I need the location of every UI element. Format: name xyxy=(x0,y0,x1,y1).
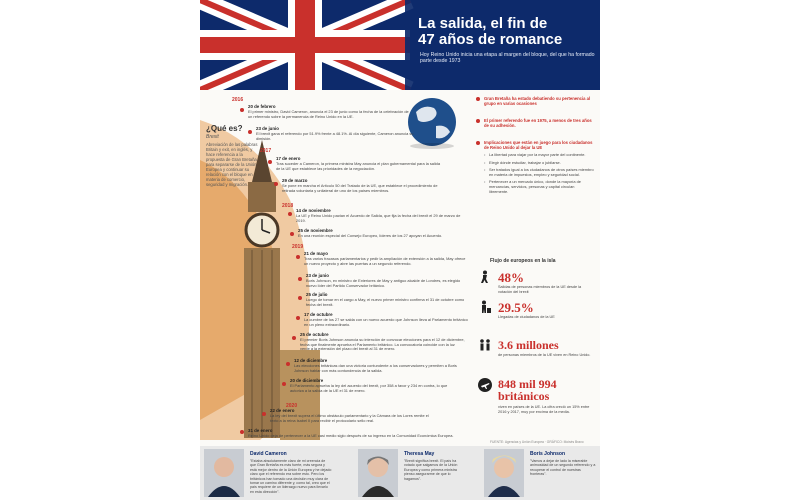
timeline-dot xyxy=(288,212,292,216)
timeline-year: 2016 xyxy=(232,97,244,103)
facts-column xyxy=(476,96,594,200)
timeline-dot xyxy=(298,277,302,281)
list-item: • La libertad para viajar por la mayor parte del continente. xyxy=(484,153,594,158)
list-item: • Ser tratados igual a los ciudadanos de otros países miembro en materia de impuestos, empleo y seguridad social. xyxy=(484,168,594,177)
definition-title: ¿Qué es? xyxy=(206,124,243,133)
timeline-dot xyxy=(240,108,244,112)
timeline-event: 14 de noviembre La UE y Reino Unido pactan el Acuerdo de Salida, que fija la fecha del brexit el 29 de marzo de 2019. xyxy=(296,208,461,223)
source-credit: FUENTE: Agencias y Unión Europea · GRÁFICO: Moisés Bravo xyxy=(490,440,584,444)
timeline-event: 20 de febrero El primer ministro, David Cameron, anuncia el 23 de junio como la fecha de la celebración de un referendo sobre la permanencia de Reino Unido en la UE. xyxy=(248,104,409,119)
timeline-dot xyxy=(240,430,244,434)
timeline-year: 2017 xyxy=(260,148,272,154)
timeline-dot xyxy=(274,182,278,186)
fact-item: Gran Bretaña ha estado debatiendo su pertenencia al grupo en varias ocasiones xyxy=(476,96,594,106)
timeline-dot xyxy=(282,382,286,386)
timeline-dot xyxy=(296,316,300,320)
timeline-dot xyxy=(262,412,266,416)
person-quote-johnson: Boris Johnson "Vamos a dejar de lado la miserable animosidad de un segundo referendo y a recuperar el control de nuestras fronteras". xyxy=(468,449,598,499)
timeline-event: 20 de diciembre El Parlamento aprueba la ley del acuerdo del brexit, por 358 a favor y 234 en contra, lo que autoriza a la salida de la UE el 31 de enero. xyxy=(290,378,448,393)
timeline-dot xyxy=(290,232,294,236)
portrait-avatar xyxy=(204,449,244,497)
person-quote-may: Theresa May "Brexit significa brexit. El país ha votado que salgamos de la Unión Europea y como primera ministra pienso asegurarme de que lo hagamos". xyxy=(338,449,468,499)
timeline-dot xyxy=(298,296,302,300)
person-walking-icon xyxy=(478,270,492,284)
page-title: La salida, el fin de 47 años de romance xyxy=(418,15,563,48)
timeline-dot xyxy=(286,362,290,366)
timeline-event: 22 de enero La ley del brexit supera el último obstáculo parlamentario y la Cámara de los Lores remite el texto a la reina Isabel II para recibir el protocolario sello real. xyxy=(270,408,429,423)
timeline-event: 29 de marzo Se pone en marcha el Artículo 50 del Tratado de la UE, que establece el procedimiento de retirada voluntaria y unilateral de uno de los países miembros. xyxy=(282,178,438,193)
definition-term: Brexit xyxy=(206,134,219,140)
list-item: • Pertenecer a un mercado único, donde la mayoría de mercancías, servicios, personas y capital circulan libremente. xyxy=(484,180,594,194)
timeline-dot xyxy=(248,130,252,134)
timeline-event: 21 de mayo Tras varios fracasos parlamentarios y pedir la ampliación de extensión a la salida, May ofrece un nuevo proyecto y abre las puertas a un segundo referendo. xyxy=(304,251,466,266)
page-subtitle: Hoy Reino Unido inicia una etapa al margen del bloque, del que ha formado parte desde 1973 xyxy=(420,52,595,65)
timeline-event: 23 de junio El brexit gana el referendo por 51.9% frente a 48.1%. Al día siguiente, Cameron anuncia su dimisión. xyxy=(256,126,414,141)
implications-list xyxy=(484,153,594,194)
timeline-dot xyxy=(296,255,300,259)
definition-text: Abreviación de las palabras Britain y exit, en inglés, y hace referencia a la propuesta de Gran Bretaña para separarse de la Unión Europea y continuar su relación con el bloque en materia de comercio, seguridad y migración. xyxy=(206,142,258,187)
fact-item: Implicaciones que están en juego para los ciudadanos de Reino Unido al dejar la UE • La libertad para viajar por la mayor parte del continente. • Elegir dónde estudiar, trabajar o jubilarse. • Ser tratados igual a los ciudadanos de otros países miembro en materia de impuestos, empleo y seguridad social. • Pertenecer a un mercado único, donde la mayoría de mercancías, servicios, personas y capital circulan libremente. xyxy=(476,140,594,194)
timeline-event: 25 de noviembre En una reunión especial del Consejo Europeo, líderes de los 27 apoyan el Acuerdo. xyxy=(298,228,443,238)
timeline-dot xyxy=(292,336,296,340)
person-luggage-icon xyxy=(478,300,492,314)
infographic-sheet: La salida, el fin de 47 años de romance Hoy Reino Unido inicia una etapa al margen del bloque, del que ha formado parte desde 1973 ¿Qué es? Brexit Abreviación de las palabras Britain y exit, en inglés, y hace referencia a la propuesta de Gran Bretaña para separarse de la Unión Europea y continuar su relación con el bloque en materia de comercio, seguridad y migración. 2016 2017 2018 2019 2020 20 de febrero El primer ministro, David Cameron, anuncia el 23 de junio como la fecha de la celebración de un referendo sobre la permanencia de Reino Unido en la UE. 23 de junio El brexit gana el referendo por 51.9% frente a 48.1%. Al día siguiente, Cameron anuncia su dimisión. 17 de enero Tras suceder a Cameron, la primera ministra May anuncia el plan gubernamental para la salida de la UE que establece las prioridades de la negociación. 29 de marzo Se pone en marcha el Artículo 50 del Tratado de la UE, que establece el procedimiento de retirada voluntaria y unilateral de uno de los países miembros. 14 de noviembre La UE y Reino Unido pactan el Acuerdo de Salida, que fija la fecha del brexit el 29 de marzo de 2019. 25 de noviembre En una reunión especial del Consejo Europeo, líderes de los 27 apoyan el Acuerdo. 21 de mayo Tras varios fracasos parlamentarios y pedir la ampliación de extensión a la salida, May ofrece un nuevo proyecto y abre las puertas a un segundo referendo. 23 de junio Boris Johnson, ex ministro de Exteriores de May y antiguo alcalde de Londres, es elegido nuevo líder del Partido Conservador británico. 25 de julio Luego de tomar en el cargo a May, el nuevo primer ministro confirma el 31 de octubre como fecha del brexit. 17 de octubre La cumbre de los 27 se salda con un nuevo acuerdo que Johnson lleva al Parlamento británico en un pleno extraordinario. 25 de octubre El premier Boris Johnson anuncia su intención de convocar elecciones para el 12 de diciembre, fecha que finalmente aprueba el Parlamento británico. La convocatoria coincide con la luz verde a la extensión del plazo del brexit al 31 de enero. 12 de diciembre Las elecciones británicas dan una victoria contundente a los conservadores y permiten a Boris Johnson hablar con más contundencia de la salida. 20 de diciembre El Parlamento aprueba la ley del acuerdo del brexit, por 358 a favor y 234 en contra, lo que autoriza a la salida de la UE el 31 de enero. 22 de enero La ley del brexit supera el último obstáculo parlamentario y la Cámara de los Lores remite el texto a la reina Isabel II para recibir el protocolario sello real. 31 de enero Reino Unido deja de pertenecer a la UE casi medio siglo después de su ingreso en la Comunidad Económica Europea. Gran Bretaña ha estado debatiendo su pertenencia al grupo en varias ocasiones El primer referendo fue en 1975, a menos de tres años de su adhesión. Implicaciones que están en juego para los ciudadanos de Reino Unido al dejar la UE • La libertad para viajar por la mayor parte del continente. • Elegir dónde estudiar, trabajar o jubilarse. • Ser tratados igual a los ciudadanos de otros países miembro en materia de impuestos, empleo y seguridad social. • Pertenecer a un mercado único, donde la mayoría de mercancías, servicios, personas y capital circulan libremente. Flujo de europeos en la isla 48% Salidas de personas miembros de la UE desde la votación del brexit 29.5% Llegadas de ciudadanos de la UE 3.6 millones de personas miembros de la UE viven en Reino Unido. 848 mil 994 británicos viven en países de la UE. La cifra creció un 15% entre 2016 y 2017, muy por encima de la media. FUENTE: Agencias y Unión Europea · GRÁFICO: Moisés Bravo David Cameron "Estaba absolutamente claro de mi creencia de que Gran Bretaña es más fuerte, más segura y está mejor dentro de la Unión Europea y he dejado claro que el referendo era sobre esto. Pero los británicos han tomado una decisión muy clara de tomar un camino diferente y, como tal, creo que el país requiere de un liderazgo nuevo para llevarlo en esta dirección". Theresa May "Brexit significa brexit. El país ha votado que salgamos de la Unión Europea y como primera ministra pienso asegurarme de que lo hagamos". Boris Johnson "Vamos a dejar de lado la miserable animosidad de un segundo referendo y a recuperar el control de nuestras fronteras". xyxy=(200,0,600,500)
portrait-avatar xyxy=(484,449,524,497)
timeline-year: 2018 xyxy=(282,203,294,209)
family-icon xyxy=(478,338,492,352)
header-banner xyxy=(200,0,600,90)
timeline-event: 31 de enero Reino Unido deja de pertenecer a la UE casi medio siglo después de su ingreso en la Comunidad Económica Europea. xyxy=(248,428,454,438)
list-item: • Elegir dónde estudiar, trabajar o jubilarse. xyxy=(484,161,594,166)
portrait-avatar xyxy=(358,449,398,497)
timeline-dot xyxy=(268,160,272,164)
fact-item: El primer referendo fue en 1975, a menos de tres años de su adhesión. xyxy=(476,118,594,128)
person-quote-cameron: David Cameron "Estaba absolutamente claro de mi creencia de que Gran Bretaña es más fuerte, más segura y está mejor dentro de la Unión Europea y he dejado claro que el referendo era sobre esto. Pero los británicos han tomado una decisión muy clara de tomar un camino diferente y, como tal, creo que el país requiere de un liderazgo nuevo para llevarlo en esta dirección". xyxy=(204,449,334,499)
timeline-event: 17 de octubre La cumbre de los 27 se salda con un nuevo acuerdo que Johnson lleva al Parlamento británico en un pleno extraordinario. xyxy=(304,312,468,327)
quotes-strip xyxy=(200,446,600,500)
flujo-title: Flujo de europeos en la isla xyxy=(490,258,556,264)
timeline-event: 25 de julio Luego de tomar en el cargo a May, el nuevo primer ministro confirma el 31 de octubre como fecha del brexit. xyxy=(306,292,465,307)
timeline-year: 2019 xyxy=(292,244,304,250)
plane-icon xyxy=(478,378,492,392)
timeline-event: 17 de enero Tras suceder a Cameron, la primera ministra May anuncia el plan gubernamental para la salida de la UE que establece las prioridades de la negociación. xyxy=(276,156,440,171)
timeline-event: 12 de diciembre Las elecciones británicas dan una victoria contundente a los conservadores y permiten a Boris Johnson hablar con más contundencia de la salida. xyxy=(294,358,457,373)
timeline-event: 25 de octubre El premier Boris Johnson anuncia su intención de convocar elecciones para el 12 de diciembre, fecha que finalmente aprueba el Parlamento británico. La convocatoria coincide con la luz verde a la extensión del plazo del brexit al 31 de enero. xyxy=(300,332,465,352)
timeline-event: 23 de junio Boris Johnson, ex ministro de Exteriores de May y antiguo alcalde de Londres, es elegido nuevo líder del Partido Conservador británico. xyxy=(306,273,461,288)
brexit-definition xyxy=(206,124,261,187)
timeline-year: 2020 xyxy=(286,403,298,409)
